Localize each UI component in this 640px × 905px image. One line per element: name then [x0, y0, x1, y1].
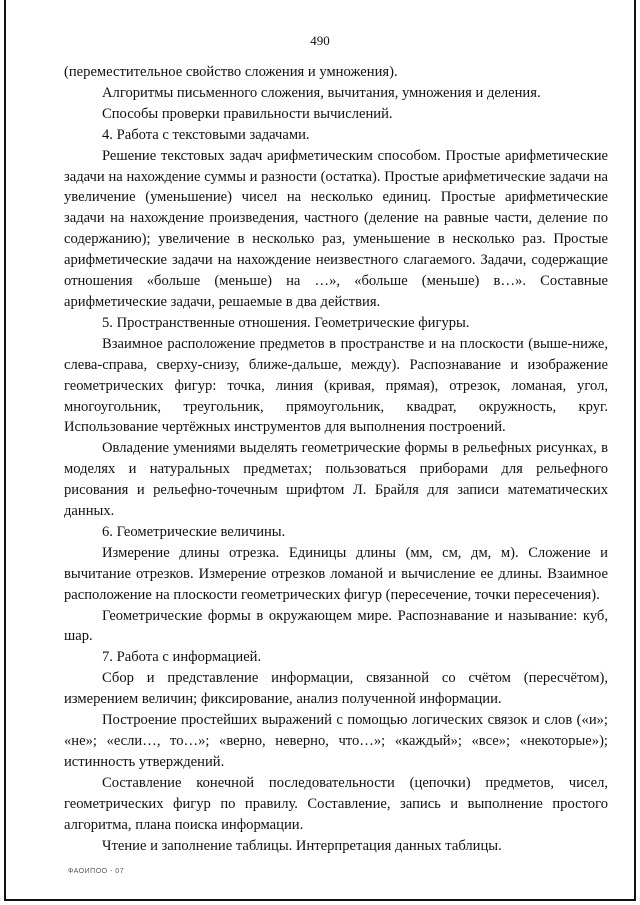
document-body	[64, 62, 608, 856]
paragraph-collecting-information: Сбор и представление информации, связанной со счётом (пересчётом), измерением величин; фиксирование, анализ полученной информации.	[64, 670, 608, 708]
paragraph-mutual-arrangement: Взаимное расположение предметов в пространстве и на плоскости (выше-ниже, слева-справа, сверху-снизу, ближе-дальше, между). Распознавание и изображение геометрических фигур: точка, линия (кривая, прямая), отрезок, ломаная, угол, многоугольник, треугольник, прямоугольник, квадрат, окружность, круг. Использование чертёжных инструментов для выполнения построений.	[64, 335, 608, 436]
section-heading-geometric-quantities: 6. Геометрические величины.	[102, 523, 286, 540]
paragraph-verification-methods: Способы проверки правильности вычислений.	[102, 105, 393, 122]
paragraph-sequences: Составление конечной последовательности (цепочки) предметов, чисел, геометрических фигур по правилу. Составление, запись и выполнение простого алгоритма, плана поиска информации.	[64, 774, 608, 833]
paragraph-logical-connectives: Построение простейших выражений с помощью логических связок и слов («и»; «не»; «если…, то…»; «верно, неверно, что…»; «каждый»; «все»; «некоторые»); истинность утверждений.	[64, 712, 608, 770]
paragraph-geometric-forms: Геометрические формы в окружающем мире. Распознавание и называние: куб, шар.	[64, 607, 608, 645]
section-heading-working-with-information: 7. Работа с информацией.	[102, 649, 262, 666]
paragraph-length-measurement: Измерение длины отрезка. Единицы длины (мм, см, дм, м). Сложение и вычитание отрезков. Измерение отрезков ломаной и вычисление ее длины. Взаимное расположение на плоскости геометрических фигур (пересечение, точки пересечения).	[64, 544, 608, 603]
paragraph-tables: Чтение и заполнение таблицы. Интерпретация данных таблицы.	[102, 837, 502, 854]
footer-document-code: ФАОИПОО - 07	[68, 868, 125, 875]
paragraph-relief-drawings: Овладение умениями выделять геометрические формы в рельефных рисунках, в моделях и натуральных предметах; пользоваться приборами для рельефного рисования и рельефно-точечным шрифтом Л. Брайля для записи математических данных.	[64, 440, 608, 520]
paragraph-arithmetic-problems: Решение текстовых задач арифметическим способом. Простые арифметические задачи на нахождение суммы и разности (остатка). Простые арифметические задачи на увеличение (уменьшение) чисел на несколько единиц. Простые арифметические задачи на нахождение произведения, частного (деление на равные части, деление по содержанию); увеличение в несколько раз, уменьшение в несколько раз. Простые арифметические задачи на нахождение неизвестного слагаемого. Задачи, содержащие отношения «больше (меньше) на …», «больше (меньше) в…». Составные арифметические задачи, решаемые в два действия.	[64, 147, 608, 310]
paragraph-written-algorithms: Алгоритмы письменного сложения, вычитания, умножения и деления.	[102, 84, 541, 101]
section-heading-spatial-relations: 5. Пространственные отношения. Геометрические фигуры.	[102, 314, 470, 331]
page-number: 490	[310, 33, 330, 48]
paragraph-commutative-property: (переместительное свойство сложения и умножения).	[64, 64, 398, 80]
section-heading-text-problems: 4. Работа с текстовыми задачами.	[102, 126, 310, 143]
